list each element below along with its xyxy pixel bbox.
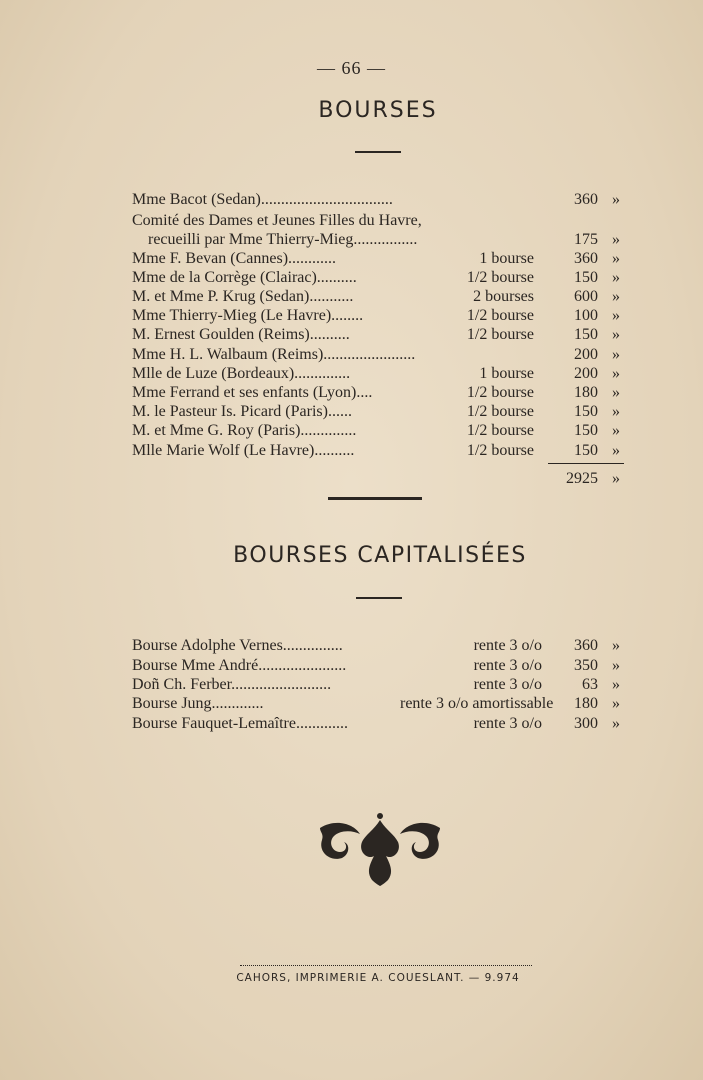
bourse-row [0, 345, 703, 364]
title-rule [356, 597, 402, 599]
bourse-row [0, 306, 703, 325]
amount: 63 [582, 676, 598, 693]
total-mark: » [612, 470, 620, 487]
amount-mark: » [612, 695, 620, 712]
donor-name: M. et Mme G. Roy (Paris).............. [132, 422, 357, 439]
donor-name: M. le Pasteur Is. Picard (Paris)...... [132, 403, 352, 420]
amount: 360 [574, 250, 598, 267]
bourse-row [0, 383, 703, 402]
bourse-quantity: 1/2 bourse [466, 403, 534, 420]
amount-mark: » [612, 384, 620, 401]
donor-name: Mme de la Corrège (Clairac).......... [132, 269, 357, 286]
title-rule [355, 151, 401, 153]
donor-name: Mlle de Luze (Bordeaux).............. [132, 365, 351, 382]
bourse-row [0, 230, 703, 249]
bourse-row [0, 190, 703, 209]
donor-name: recueilli par Mme Thierry-Mieg................ [148, 231, 418, 248]
amount-mark: » [612, 326, 620, 343]
total-rule [548, 463, 624, 464]
amount: 180 [574, 384, 598, 401]
amount-mark: » [612, 657, 620, 674]
amount: 175 [574, 231, 598, 248]
donor-name: Mlle Marie Wolf (Le Havre).......... [132, 442, 355, 459]
donor-name: Mme Ferrand et ses enfants (Lyon).... [132, 384, 373, 401]
bourse-name: Bourse Adolphe Vernes............... [132, 637, 343, 654]
amount-mark: » [612, 715, 620, 732]
amount: 150 [574, 269, 598, 286]
amount-mark: » [612, 288, 620, 305]
amount-mark: » [612, 346, 620, 363]
amount-mark: » [612, 269, 620, 286]
capitalized-bourse-row [0, 656, 703, 675]
amount-mark: » [612, 307, 620, 324]
rente-type: rente 3 o/o [473, 676, 542, 693]
amount-mark: » [612, 403, 620, 420]
bourse-row [0, 364, 703, 383]
amount: 100 [574, 307, 598, 324]
bourse-row [0, 402, 703, 421]
bourse-quantity: 1/2 bourse [466, 307, 534, 324]
capitalized-bourse-row [0, 675, 703, 694]
printer-footer: CAHORS, IMPRIMERIE A. COUESLANT. — 9.974 [236, 972, 520, 984]
bourse-quantity: 1/2 bourse [466, 442, 534, 459]
amount-mark: » [612, 637, 620, 654]
bourse-quantity: 1/2 bourse [466, 422, 534, 439]
amount: 200 [574, 346, 598, 363]
amount: 600 [574, 288, 598, 305]
total-row [0, 469, 703, 488]
bourse-quantity: 1/2 bourse [466, 384, 534, 401]
bourse-row [0, 249, 703, 268]
donor-name: Mme H. L. Walbaum (Reims)....................... [132, 346, 416, 363]
capitalized-bourse-row [0, 636, 703, 655]
amount: 150 [574, 422, 598, 439]
bourse-quantity: 1 bourse [479, 365, 534, 382]
bourse-row [0, 211, 703, 230]
bourse-row [0, 287, 703, 306]
amount: 360 [574, 637, 598, 654]
rente-type: rente 3 o/o amortissable [400, 695, 554, 712]
donor-name: M. Ernest Goulden (Reims).......... [132, 326, 350, 343]
capitalized-bourse-row [0, 694, 703, 713]
amount-mark: » [612, 422, 620, 439]
amount-mark: » [612, 191, 620, 208]
amount-mark: » [612, 231, 620, 248]
donor-name: Mme Thierry-Mieg (Le Havre)........ [132, 307, 364, 324]
bourse-row [0, 325, 703, 344]
section-divider [328, 497, 422, 500]
bourse-row [0, 268, 703, 287]
bourse-quantity: 2 bourses [473, 288, 534, 305]
bourse-quantity: 1/2 bourse [466, 269, 534, 286]
bourse-row [0, 441, 703, 460]
bourse-name: Bourse Jung............. [132, 695, 264, 712]
donor-name: M. et Mme P. Krug (Sedan)........... [132, 288, 354, 305]
amount: 180 [574, 695, 598, 712]
amount: 200 [574, 365, 598, 382]
bourse-quantity: 1 bourse [479, 250, 534, 267]
amount: 150 [574, 442, 598, 459]
donor-name: Mme Bacot (Sedan)................................. [132, 191, 393, 208]
amount: 360 [574, 191, 598, 208]
donor-name: Mme F. Bevan (Cannes)............ [132, 250, 337, 267]
rente-type: rente 3 o/o [473, 715, 542, 732]
footer-rule [240, 965, 532, 966]
donor-name: Comité des Dames et Jeunes Filles du Havre, [132, 212, 422, 229]
amount: 300 [574, 715, 598, 732]
section-title-bourses-capitalisees: BOURSES CAPITALISÉES [233, 543, 527, 568]
amount: 150 [574, 403, 598, 420]
capitalized-bourse-row [0, 714, 703, 733]
section-title-bourses: BOURSES [318, 98, 438, 123]
amount: 350 [574, 657, 598, 674]
bourse-name: Doñ Ch. Ferber......................... [132, 676, 332, 693]
bourse-quantity: 1/2 bourse [466, 326, 534, 343]
bourse-name: Bourse Mme André...................... [132, 657, 347, 674]
page-number: — 66 — [317, 58, 386, 78]
bourse-name: Bourse Fauquet-Lemaître............. [132, 715, 348, 732]
amount-mark: » [612, 250, 620, 267]
amount: 150 [574, 326, 598, 343]
rente-type: rente 3 o/o [473, 637, 542, 654]
amount-mark: » [612, 676, 620, 693]
fleuron-icon [316, 812, 444, 888]
amount-mark: » [612, 442, 620, 459]
amount-mark: » [612, 365, 620, 382]
bourse-row [0, 421, 703, 440]
rente-type: rente 3 o/o [473, 657, 542, 674]
total-amount: 2925 [566, 470, 598, 487]
